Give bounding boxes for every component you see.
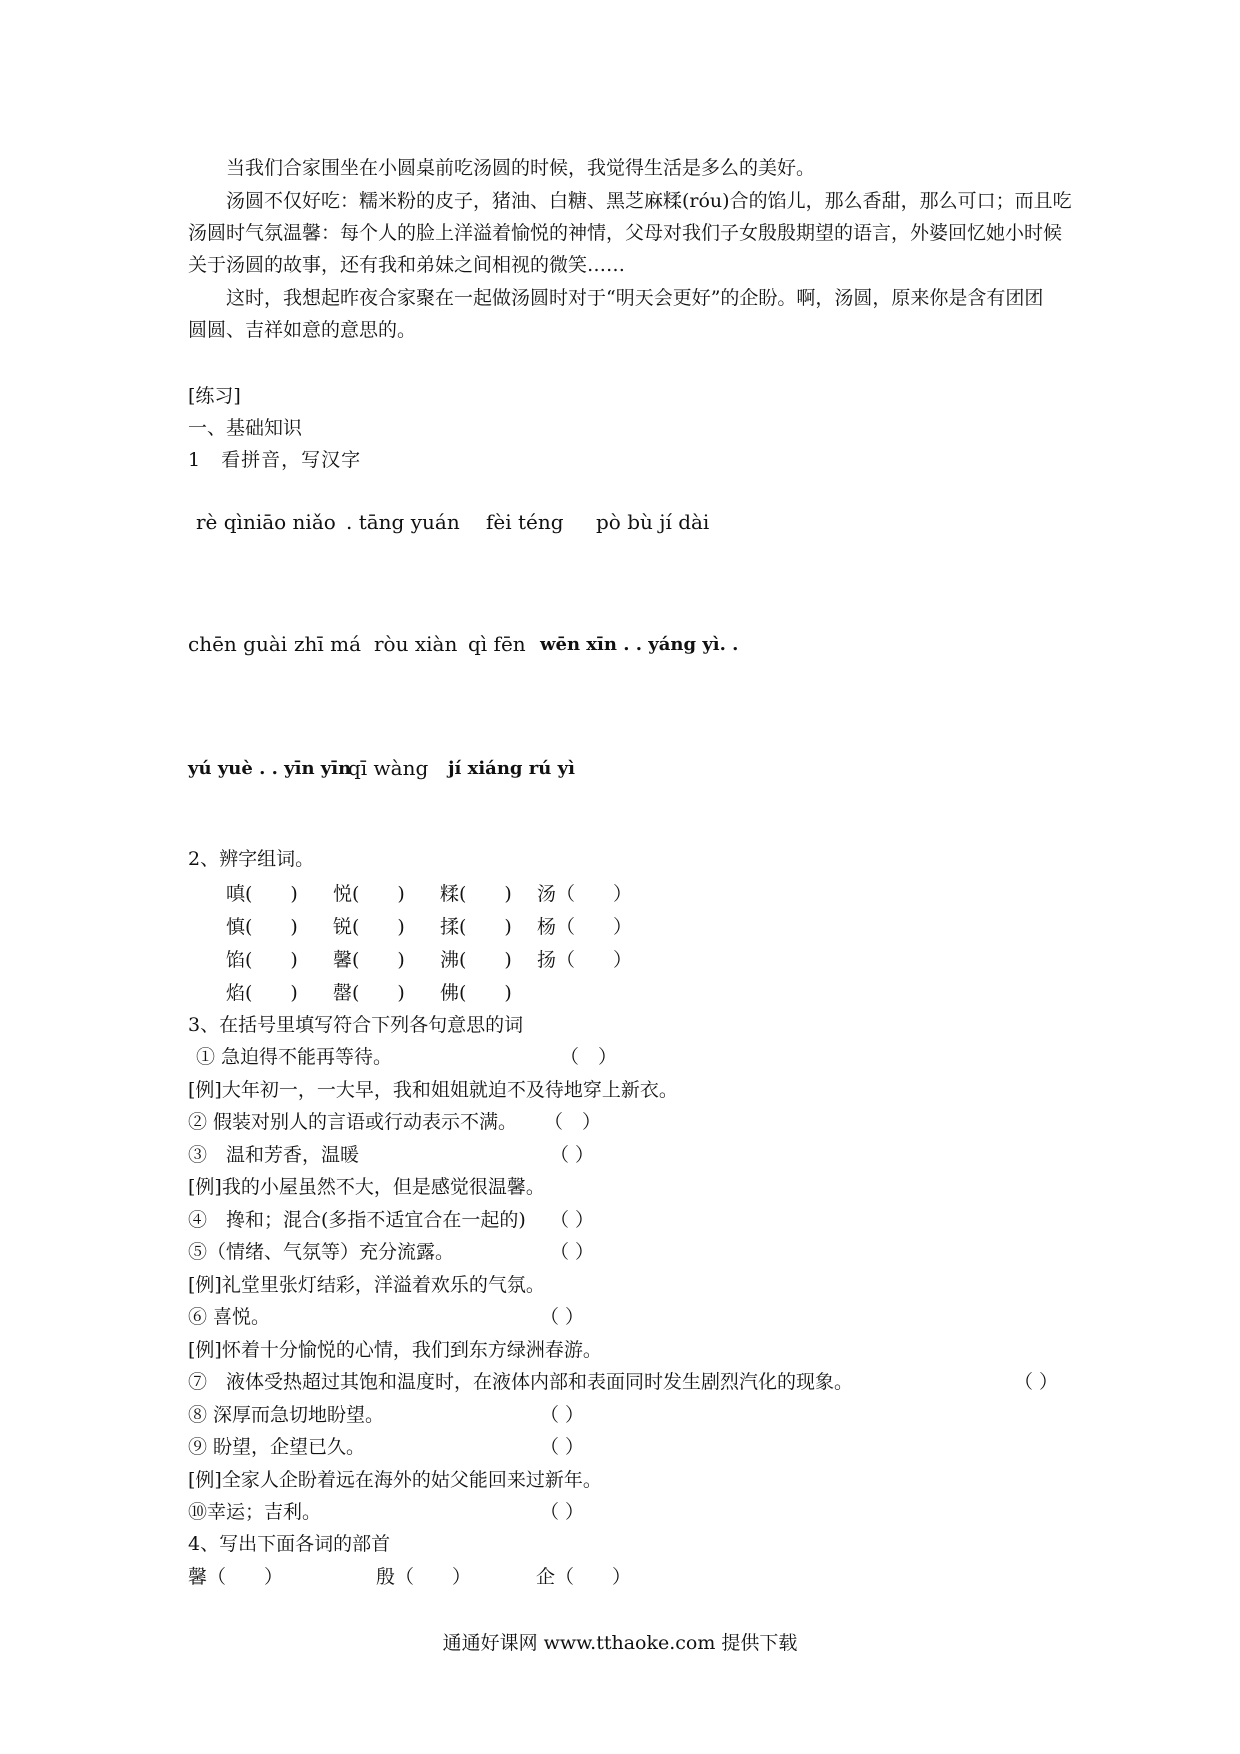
char-cell: 馅( ): [226, 949, 298, 971]
pinyin-item: yú yuè . . yīn yīn: [188, 758, 352, 779]
q3-answer-bracket: （ ）: [550, 1209, 595, 1231]
pinyin-item: qī wàng: [348, 756, 429, 780]
q3-item: ⑩幸运；吉利。: [188, 1501, 322, 1523]
q3-item: ⑤（情绪、气氛等）充分流露。: [188, 1241, 455, 1263]
q3-item: ③ 温和芳香，温暖: [188, 1144, 360, 1166]
q3-answer-bracket: （ ）: [544, 1111, 602, 1133]
pinyin-item: fèi téng: [486, 510, 564, 534]
radical-item: 企（ ）: [536, 1566, 632, 1588]
passage-paragraph-1: 当我们合家围坐在小圆桌前吃汤圆的时候，我觉得生活是多么的美好。: [226, 157, 816, 179]
pinyin-item: wēn xīn . . yáng yì. .: [540, 634, 739, 655]
q3-item: ② 假装对别人的言语或行动表示不满。: [188, 1111, 518, 1133]
passage-paragraph-2-line-2: 汤圆时气氛温馨：每个人的脸上洋溢着愉悦的神情，父母对我们子女殷殷期望的语言，外婆回忆她小时候: [188, 222, 1063, 244]
char-cell: 悦( ): [333, 883, 405, 905]
char-cell: 汤（ ）: [537, 883, 633, 905]
page-footer: 通通好课网 www.tthaoke.com 提供下载: [442, 1632, 798, 1654]
q3-answer-bracket: （ ）: [540, 1306, 585, 1328]
question-3-title: 3、在括号里填写符合下列各句意思的词: [188, 1014, 524, 1036]
pinyin-item: ròu xiàn: [374, 632, 458, 656]
q3-item: ⑧ 深厚而急切地盼望。: [188, 1404, 385, 1426]
char-cell: 沸( ): [440, 949, 512, 971]
q3-example: [例]大年初一，一大早，我和姐姐就迫不及待地穿上新衣。: [188, 1079, 678, 1101]
q3-answer-bracket: （ ）: [1014, 1371, 1059, 1393]
char-cell: 糅( ): [440, 883, 512, 905]
q3-item: ① 急迫得不能再等待。: [196, 1046, 393, 1068]
q3-answer-bracket: （ ）: [550, 1241, 595, 1263]
char-cell: 焰( ): [226, 982, 298, 1004]
q3-answer-bracket: （ ）: [560, 1046, 618, 1068]
passage-paragraph-2-line-1: 汤圆不仅好吃：糯米粉的皮子，猪油、白糖、黑芝麻糅(róu)合的馅儿，那么香甜，那么可口；而且吃: [226, 190, 1072, 212]
q3-example: [例]我的小屋虽然不大，但是感觉很温馨。: [188, 1176, 545, 1198]
pinyin-item: chēn guài: [188, 632, 288, 656]
question-4-title: 4、写出下面各词的部首: [188, 1533, 391, 1555]
char-cell: 馨( ): [333, 949, 405, 971]
char-cell: 杨（ ）: [537, 916, 633, 938]
q3-item: ⑦ 液体受热超过其饱和温度时，在液体内部和表面同时发生剧烈汽化的现象。: [188, 1371, 854, 1393]
question-1-title: 1 看拼音，写汉字: [188, 449, 362, 471]
q3-answer-bracket: （ ）: [540, 1404, 585, 1426]
pinyin-item: . tāng yuán: [346, 510, 460, 534]
passage-paragraph-3-line-2: 圆圆、吉祥如意的意思的。: [188, 319, 417, 341]
q3-example: [例]怀着十分愉悦的心情，我们到东方绿洲春游。: [188, 1339, 602, 1361]
char-cell: 揉( ): [440, 916, 512, 938]
char-cell: 锐( ): [333, 916, 405, 938]
q3-item: ⑨ 盼望，企望已久。: [188, 1436, 366, 1458]
q3-example: [例]礼堂里张灯结彩，洋溢着欢乐的气氛。: [188, 1274, 545, 1296]
char-cell: 佛( ): [440, 982, 512, 1004]
pinyin-item: pò bù jí dài: [596, 510, 710, 534]
pinyin-item: rè qìniāo niǎo: [196, 510, 336, 534]
pinyin-item: zhī má: [294, 632, 362, 656]
char-cell: 嗔( ): [226, 883, 298, 905]
radical-item: 殷（ ）: [376, 1566, 472, 1588]
pinyin-item: jí xiáng rú yì: [448, 758, 575, 779]
char-cell: 罄( ): [333, 982, 405, 1004]
q3-item: ④ 搀和；混合(多指不适宜合在一起的): [188, 1209, 526, 1231]
char-cell: 扬（ ）: [537, 949, 633, 971]
passage-paragraph-2-line-3: 关于汤圆的故事，还有我和弟妹之间相视的微笑……: [188, 254, 626, 276]
section-basic-knowledge: 一、基础知识: [188, 417, 303, 439]
question-2-title: 2、辨字组词。: [188, 848, 315, 870]
q3-example: [例]全家人企盼着远在海外的姑父能回来过新年。: [188, 1469, 602, 1491]
q3-answer-bracket: （ ）: [540, 1436, 585, 1458]
q3-answer-bracket: （ ）: [550, 1144, 595, 1166]
radical-item: 馨（ ）: [188, 1566, 284, 1588]
q3-answer-bracket: （ ）: [540, 1501, 585, 1523]
exercise-heading: [练习]: [188, 385, 241, 407]
q3-item: ⑥ 喜悦。: [188, 1306, 271, 1328]
pinyin-item: qì fēn: [468, 632, 526, 656]
char-cell: 慎( ): [226, 916, 298, 938]
passage-paragraph-3-line-1: 这时，我想起昨夜合家聚在一起做汤圆时对于“明天会更好”的企盼。啊，汤圆，原来你是含有团团: [226, 287, 1044, 309]
